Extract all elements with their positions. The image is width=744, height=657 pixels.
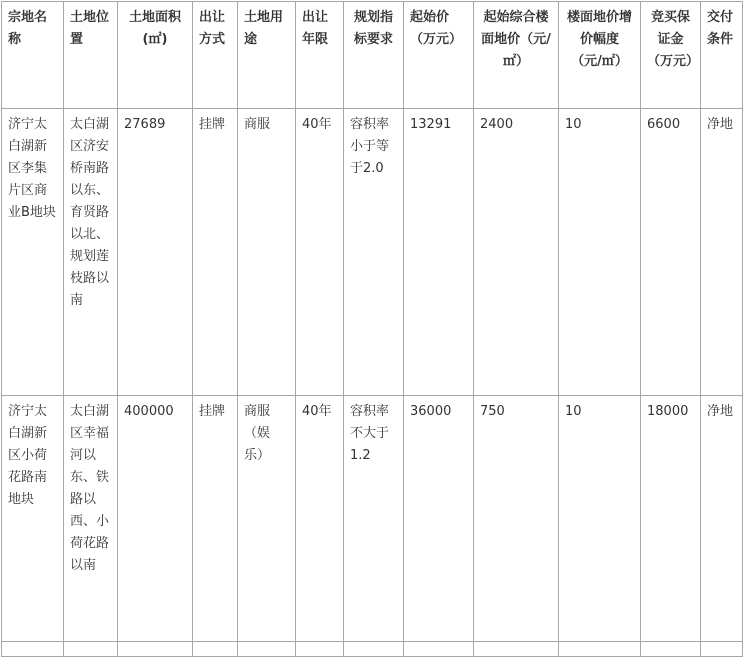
- header-parcel-name: 宗地名称: [2, 2, 64, 109]
- header-deposit: 竞买保证金（万元）: [641, 2, 701, 109]
- cell-location: 太白湖区幸福河以东、铁路以西、小荷花路以南: [64, 396, 118, 642]
- cell-price-increment: 10: [559, 396, 641, 642]
- empty-cell: [238, 642, 296, 657]
- header-transfer-method: 出让方式: [193, 2, 238, 109]
- table-row-partial: [2, 642, 743, 657]
- cell-deposit: 6600: [641, 109, 701, 396]
- cell-deposit: 18000: [641, 396, 701, 642]
- cell-term: 40年: [296, 396, 344, 642]
- cell-location: 太白湖区济安桥南路以东、育贤路以北、规划莲枝路以南: [64, 109, 118, 396]
- header-location: 土地位置: [64, 2, 118, 109]
- cell-area: 400000: [118, 396, 193, 642]
- table-header-row: [2, 2, 743, 109]
- table-row: [2, 109, 743, 396]
- cell-land-use: 商服（娱乐）: [238, 396, 296, 642]
- empty-cell: [344, 642, 404, 657]
- empty-cell: [118, 642, 193, 657]
- empty-cell: [701, 642, 743, 657]
- cell-planning-requirements: 容积率不大于1.2: [344, 396, 404, 642]
- cell-starting-price: 36000: [404, 396, 474, 642]
- header-area: 土地面积(㎡): [118, 2, 193, 109]
- header-floor-price: 起始综合楼面地价（元/㎡）: [474, 2, 559, 109]
- cell-price-increment: 10: [559, 109, 641, 396]
- empty-cell: [296, 642, 344, 657]
- header-price-increment: 楼面地价增价幅度（元/㎡）: [559, 2, 641, 109]
- empty-cell: [404, 642, 474, 657]
- header-planning-requirements: 规划指标要求: [344, 2, 404, 109]
- cell-transfer-method: 挂牌: [193, 109, 238, 396]
- header-delivery-condition: 交付条件: [701, 2, 743, 109]
- empty-cell: [474, 642, 559, 657]
- cell-land-use: 商服: [238, 109, 296, 396]
- empty-cell: [64, 642, 118, 657]
- table-row: [2, 396, 743, 642]
- header-land-use: 土地用途: [238, 2, 296, 109]
- cell-delivery-condition: 净地: [701, 109, 743, 396]
- cell-planning-requirements: 容积率小于等于2.0: [344, 109, 404, 396]
- land-auction-table: [1, 1, 743, 657]
- empty-cell: [641, 642, 701, 657]
- cell-starting-price: 13291: [404, 109, 474, 396]
- empty-cell: [559, 642, 641, 657]
- cell-floor-price: 750: [474, 396, 559, 642]
- cell-parcel-name: 济宁太白湖新区小荷花路南地块: [2, 396, 64, 642]
- cell-floor-price: 2400: [474, 109, 559, 396]
- cell-delivery-condition: 净地: [701, 396, 743, 642]
- cell-transfer-method: 挂牌: [193, 396, 238, 642]
- empty-cell: [193, 642, 238, 657]
- cell-area: 27689: [118, 109, 193, 396]
- header-term: 出让年限: [296, 2, 344, 109]
- cell-parcel-name: 济宁太白湖新区李集片区商业B地块: [2, 109, 64, 396]
- empty-cell: [2, 642, 64, 657]
- header-starting-price: 起始价（万元）: [404, 2, 474, 109]
- cell-term: 40年: [296, 109, 344, 396]
